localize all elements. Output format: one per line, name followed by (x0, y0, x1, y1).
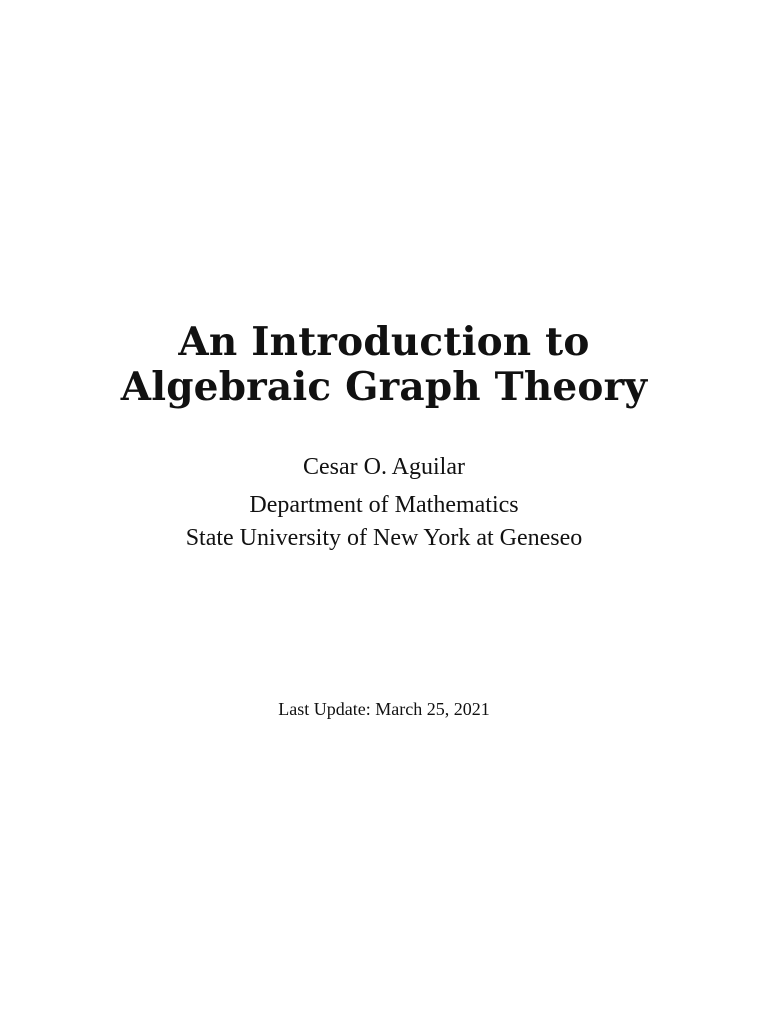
title-line-1: An Introduction to (178, 319, 590, 365)
document-title (0, 320, 768, 410)
author-block (0, 449, 768, 555)
university-name: State University of New York at Geneseo (185, 525, 583, 551)
author-name: Cesar O. Aguilar (303, 454, 465, 480)
last-update-date: Last Update: March 25, 2021 (278, 699, 490, 719)
department-name: Department of Mathematics (249, 492, 519, 518)
title-line-2: Algebraic Graph Theory (120, 364, 648, 410)
